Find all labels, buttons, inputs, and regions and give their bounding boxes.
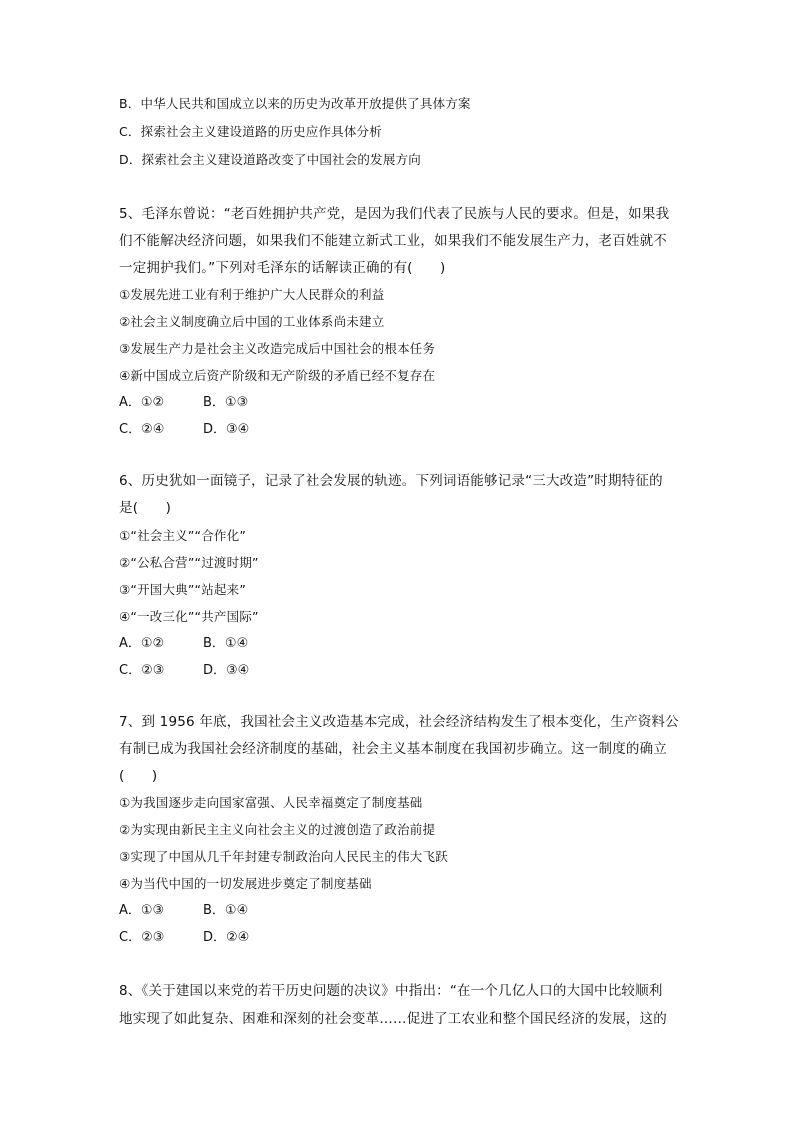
- q5-choice-b: B．①③: [203, 395, 249, 410]
- option-b: B．中华人民共和国成立以来的历史为改革开放提供了具体方案: [119, 96, 471, 111]
- q6-choice-a: A．①②: [119, 636, 165, 651]
- q7-choices-row-2: [119, 929, 249, 947]
- q6-stem-line-1: 6、历史犹如一面镜子，记录了社会发展的轨迹。下列词语能够记录“三大改造”时期特征的: [119, 473, 663, 489]
- q6-choice-c: C．②③: [119, 663, 165, 678]
- q5-stem-line-1: 5、毛泽东曾说：“老百姓拥护共产党，是因为我们代表了民族与人民的要求。但是，如果我: [119, 206, 670, 222]
- q5-choice-a: A．①②: [119, 395, 165, 410]
- q6-choice-b: B．①④: [203, 636, 249, 651]
- q7-choice-b: B．①④: [203, 903, 249, 918]
- q7-stem-line-3: ( ): [119, 768, 158, 784]
- q5-item-3: ③发展生产力是社会主义改造完成后中国社会的根本任务: [119, 341, 436, 356]
- q7-stem-line-2: 有制已成为我国社会经济制度的基础，社会主义基本制度在我国初步确立。这一制度的确立: [119, 741, 667, 757]
- q7-choices-row-1: [119, 902, 248, 920]
- q5-choices-row-1: [119, 394, 248, 412]
- q6-choices-row-2: [119, 662, 249, 680]
- q8-stem-line-1: 8、《关于建国以来党的若干历史问题的决议》中指出：“在一个几亿人口的大国中比较顺利: [119, 983, 663, 999]
- q5-choice-c: C．②④: [119, 422, 165, 437]
- q7-item-4: ④为当代中国的一切发展进步奠定了制度基础: [119, 876, 372, 891]
- q6-item-4: ④“一改三化”“共产国际”: [119, 609, 259, 624]
- q5-choices-row-2: [119, 421, 249, 439]
- q6-stem-line-2: 是( ): [119, 500, 172, 516]
- q5-stem-line-2: 们不能解决经济问题，如果我们不能建立新式工业，如果我们不能发展生产力，老百姓就不: [119, 233, 667, 249]
- q7-choice-a: A．①③: [119, 903, 165, 918]
- q6-item-1: ①“社会主义”“合作化”: [119, 528, 247, 543]
- q5-choice-d: D．③④: [203, 422, 250, 437]
- q7-item-2: ②为实现由新民主主义向社会主义的过渡创造了政治前提: [119, 822, 436, 837]
- q7-choice-d: D．②④: [203, 930, 250, 945]
- option-c: C．探索社会主义建设道路的历史应作具体分析: [119, 124, 382, 139]
- q5-item-2: ②社会主义制度确立后中国的工业体系尚未建立: [119, 314, 385, 329]
- option-d: D．探索社会主义建设道路改变了中国社会的发展方向: [119, 152, 421, 167]
- q6-item-2: ②“公私合营”“过渡时期”: [119, 555, 259, 570]
- q5-item-4: ④新中国成立后资产阶级和无产阶级的矛盾已经不复存在: [119, 368, 436, 383]
- q6-choice-d: D．③④: [203, 663, 250, 678]
- q7-item-3: ③实现了中国从几千年封建专制政治向人民民主的伟大飞跃: [119, 849, 448, 864]
- q6-choices-row-1: [119, 635, 248, 653]
- q8-stem-line-2: 地实现了如此复杂、困难和深刻的社会变革……促进了工农业和整个国民经济的发展，这的: [119, 1011, 667, 1027]
- q5-item-1: ①发展先进工业有利于维护广大人民群众的利益: [119, 287, 385, 302]
- q5-stem-line-3: 一定拥护我们。”下列对毛泽东的话解读正确的有( ): [119, 260, 446, 276]
- q7-choice-c: C．②③: [119, 930, 165, 945]
- q7-item-1: ①为我国逐步走向国家富强、人民幸福奠定了制度基础: [119, 795, 423, 810]
- q7-stem-line-1: 7、到 1956 年底，我国社会主义改造基本完成，社会经济结构发生了根本变化，生产资料公: [119, 714, 679, 730]
- q6-item-3: ③“开国大典”“站起来”: [119, 582, 247, 597]
